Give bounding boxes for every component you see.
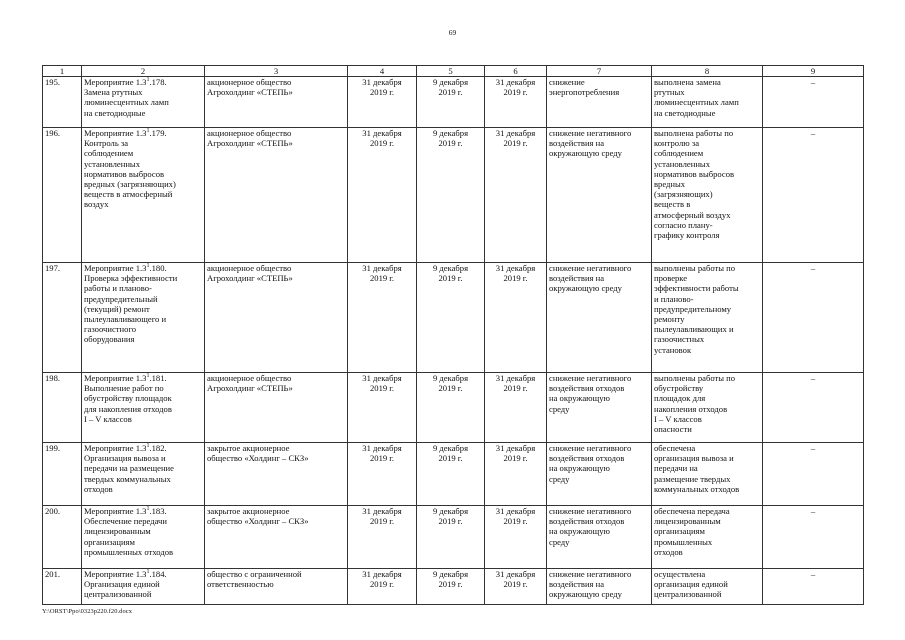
row-number: 201. <box>43 569 82 605</box>
events-table <box>42 65 864 605</box>
event-superscript: 1 <box>146 569 150 576</box>
executor: акционерное общество Агрохолдинг «СТЕПЬ» <box>205 128 348 263</box>
actual-result: выполнена замена ртутных люминесцентных ламп на светодиодные <box>652 77 763 128</box>
executor: акционерное общество Агрохолдинг «СТЕПЬ» <box>205 373 348 443</box>
expected-result: снижение негативного воздействия на окружающую среду <box>547 128 652 263</box>
row-number: 199. <box>43 443 82 506</box>
event-superscript: 1 <box>146 77 150 84</box>
event-description: .179. Контроль за соблюдением установленных нормативов выбросов вредных (загрязняющих) веществ в атмосферный воздух <box>84 128 176 210</box>
date-start: 9 декабря 2019 г. <box>417 569 485 605</box>
row-number: 200. <box>43 506 82 569</box>
event-superscript: 1 <box>146 373 150 380</box>
column-header-2: 2 <box>82 66 205 77</box>
table-row <box>43 569 864 605</box>
date-end: 31 декабря 2019 г. <box>485 263 547 373</box>
event-prefix: Мероприятие 1.3 <box>84 263 147 273</box>
date-plan: 31 декабря 2019 г. <box>348 506 417 569</box>
executor: общество с ограниченной ответственностью <box>205 569 348 605</box>
event-name <box>82 443 205 506</box>
column-header-9: 9 <box>763 66 864 77</box>
date-start: 9 декабря 2019 г. <box>417 373 485 443</box>
table-row <box>43 373 864 443</box>
note: – <box>763 373 864 443</box>
date-start: 9 декабря 2019 г. <box>417 77 485 128</box>
date-plan: 31 декабря 2019 г. <box>348 77 417 128</box>
actual-result: обеспечена организация вывоза и передачи на размещение твердых коммунальных отходов <box>652 443 763 506</box>
column-header-8: 8 <box>652 66 763 77</box>
expected-result: снижение негативного воздействия отходов на окружающую среду <box>547 443 652 506</box>
executor: акционерное общество Агрохолдинг «СТЕПЬ» <box>205 263 348 373</box>
actual-result: выполнены работы по обустройству площадок для накопления отходов I – V классов опасности <box>652 373 763 443</box>
executor: акционерное общество Агрохолдинг «СТЕПЬ» <box>205 77 348 128</box>
executor: закрытое акционерное общество «Холдинг – СКЗ» <box>205 506 348 569</box>
note: – <box>763 263 864 373</box>
page-number: 69 <box>448 28 457 37</box>
date-start: 9 декабря 2019 г. <box>417 128 485 263</box>
date-end: 31 декабря 2019 г. <box>485 128 547 263</box>
row-number: 198. <box>43 373 82 443</box>
date-plan: 31 декабря 2019 г. <box>348 443 417 506</box>
event-superscript: 1 <box>146 506 150 513</box>
table-row <box>43 506 864 569</box>
event-name <box>82 263 205 373</box>
event-name <box>82 77 205 128</box>
table-row <box>43 443 864 506</box>
column-number-row <box>43 66 864 77</box>
row-number: 197. <box>43 263 82 373</box>
footer-file-path: Y:\ORST\Ppo\0323p220.f20.docx <box>42 608 133 615</box>
row-number: 196. <box>43 128 82 263</box>
date-end: 31 декабря 2019 г. <box>485 373 547 443</box>
event-name <box>82 373 205 443</box>
event-superscript: 1 <box>146 263 150 270</box>
table-row <box>43 77 864 128</box>
expected-result: снижение негативного воздействия отходов на окружающую среду <box>547 373 652 443</box>
column-header-4: 4 <box>348 66 417 77</box>
date-end: 31 декабря 2019 г. <box>485 506 547 569</box>
event-prefix: Мероприятие 1.3 <box>84 373 147 383</box>
event-prefix: Мероприятие 1.3 <box>84 506 147 516</box>
event-superscript: 1 <box>146 443 150 450</box>
event-prefix: Мероприятие 1.3 <box>84 569 147 579</box>
actual-result: осуществлена организация единой централизованной <box>652 569 763 605</box>
event-description: .180. Проверка эффективности работы и планово- предупредительный (текущий) ремонт пылеулавливающего и газоочистного оборудования <box>84 263 178 345</box>
date-start: 9 декабря 2019 г. <box>417 506 485 569</box>
date-start: 9 декабря 2019 г. <box>417 263 485 373</box>
executor: закрытое акционерное общество «Холдинг – СКЗ» <box>205 443 348 506</box>
expected-result: снижение энергопотребления <box>547 77 652 128</box>
date-plan: 31 декабря 2019 г. <box>348 128 417 263</box>
actual-result: выполнена работы по контролю за соблюдением установленных нормативов выбросов вредных (загрязняющих) веществ в атмосферный воздух согласно плану- графику контроля <box>652 128 763 263</box>
note: – <box>763 77 864 128</box>
column-header-6: 6 <box>485 66 547 77</box>
event-superscript: 1 <box>146 128 150 135</box>
date-end: 31 декабря 2019 г. <box>485 569 547 605</box>
actual-result: обеспечена передача лицензированным организациям промышленных отходов <box>652 506 763 569</box>
table-body <box>43 77 864 605</box>
actual-result: выполнены работы по проверке эффективности работы и планово- предупредительному ремонту пылеулавливающих и газоочистных установок <box>652 263 763 373</box>
note: – <box>763 569 864 605</box>
expected-result: снижение негативного воздействия отходов на окружающую среду <box>547 506 652 569</box>
date-plan: 31 декабря 2019 г. <box>348 263 417 373</box>
date-plan: 31 декабря 2019 г. <box>348 569 417 605</box>
event-prefix: Мероприятие 1.3 <box>84 128 147 138</box>
column-header-1: 1 <box>43 66 82 77</box>
event-description: .182. Организация вывоза и передачи на размещение твердых коммунальных отходов <box>84 443 174 494</box>
expected-result: снижение негативного воздействия на окружающую среду <box>547 569 652 605</box>
event-description: .183. Обеспечение передачи лицензированным организациям промышленных отходов <box>84 506 174 557</box>
table-row <box>43 263 864 373</box>
date-plan: 31 декабря 2019 г. <box>348 373 417 443</box>
column-header-3: 3 <box>205 66 348 77</box>
expected-result: снижение негативного воздействия на окружающую среду <box>547 263 652 373</box>
event-prefix: Мероприятие 1.3 <box>84 443 147 453</box>
note: – <box>763 506 864 569</box>
note: – <box>763 443 864 506</box>
event-description: .178. Замена ртутных люминесцентных ламп на светодиодные <box>84 77 169 118</box>
date-start: 9 декабря 2019 г. <box>417 443 485 506</box>
event-description: .184. Организация единой централизованной <box>84 569 167 600</box>
column-header-7: 7 <box>547 66 652 77</box>
note: – <box>763 128 864 263</box>
date-end: 31 декабря 2019 г. <box>485 443 547 506</box>
event-name <box>82 569 205 605</box>
event-name <box>82 506 205 569</box>
event-description: .181. Выполнение работ по обустройству площадок для накопления отходов I – V классов <box>84 373 172 424</box>
event-name <box>82 128 205 263</box>
event-prefix: Мероприятие 1.3 <box>84 77 147 87</box>
row-number: 195. <box>43 77 82 128</box>
table-row <box>43 128 864 263</box>
date-end: 31 декабря 2019 г. <box>485 77 547 128</box>
column-header-5: 5 <box>417 66 485 77</box>
